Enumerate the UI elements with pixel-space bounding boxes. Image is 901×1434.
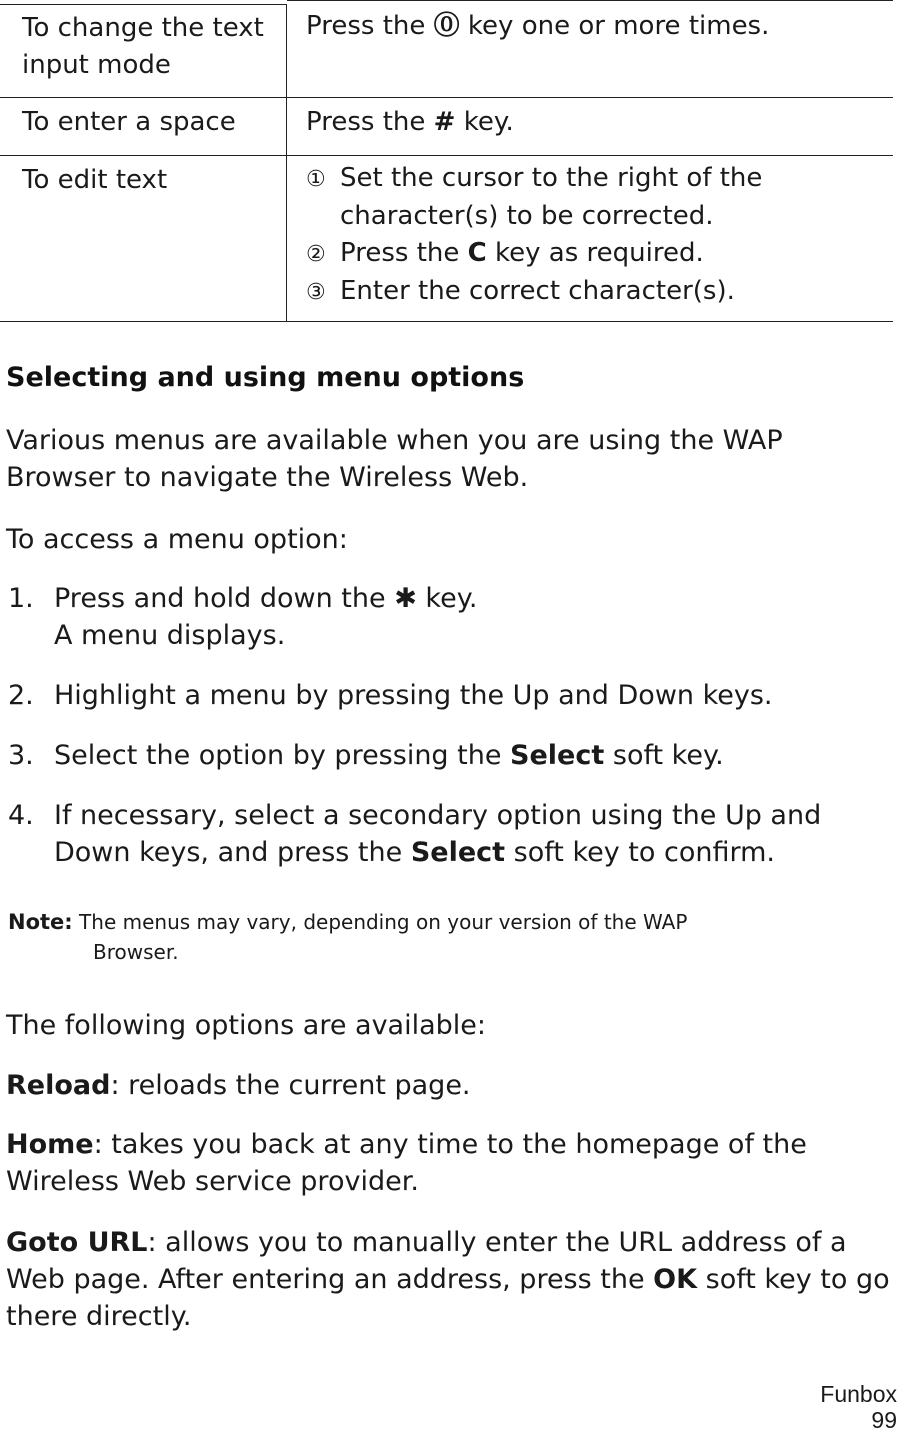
footer-section: Funbox [820, 1381, 897, 1407]
table-row-divider [0, 155, 893, 156]
star-key-icon: ✱ [394, 583, 417, 614]
table-row-divider [0, 97, 893, 98]
zero-key-icon: ⓪ [433, 11, 460, 41]
table-column-divider [286, 5, 287, 322]
option-home: Home: takes you back at any time to the homepage of the Wireless Web service provider. [6, 1129, 807, 1197]
page-number: 99 [871, 1407, 897, 1433]
option-reload: Reload: reloads the current page. [6, 1070, 471, 1101]
note-label: Note: [8, 910, 73, 934]
access-intro: To access a menu option: [6, 524, 348, 555]
edit-step: ② Press the C key as required. [306, 238, 704, 268]
table-top-border-right [287, 0, 893, 1]
table-top-border [0, 4, 287, 5]
note: Note: The menus may vary, depending on your version of the WAP Browser. [8, 910, 688, 964]
edit-step: ③ Enter the correct character(s). [306, 276, 735, 306]
table-bottom-border [0, 321, 893, 322]
table-row-instruction: Press the # key. [306, 104, 896, 141]
edit-step: ① Set the cursor to the right of the [306, 163, 763, 193]
options-intro: The following options are available: [6, 1010, 487, 1041]
section-heading: Selecting and using menu options [6, 362, 525, 393]
table-row-instruction: Press the ⓪ key one or more times. [306, 8, 896, 45]
option-goto-url: Goto URL: allows you to manually enter the URL address of a Web page. After entering an address, press the OK soft key to go there directly. [6, 1227, 890, 1332]
hash-key-icon: # [433, 107, 456, 137]
table-row-action: To change the text input mode [22, 13, 264, 80]
table-row-action: To enter a space [22, 107, 236, 137]
section-intro: Various menus are available when you are using the WAP Browser to navigate the Wireless Web. [6, 425, 783, 493]
manual-page: To change the text input mode Press the ⓪ key one or more times. To enter a space Press the # key. To edit text ① Set the cursor to the right of the character(s) to be corrected. ② Press the C key as required. ③ Enter the correct character(s). Selecting and using menu options Various menus are available when you are using the WAP Browser to navigate the Wireless Web. To access a menu option: 1. Press and hold down the ✱ key. A menu displays. 2. Highlight a menu by pressing the Up and Down keys. 3. Select the option by pressing the Select soft key. 4. If necessary, select a secondary option using the Up and Down keys, and press the Select soft key to confirm. Note: The menus may vary, depending on your version of the WAP Browser. The following options are available: Reload: reloads the current page. Home: takes you back at any time to the homepage of the Wireless Web service provider. Goto URL: allows you to manually enter the URL address of a Web page. After entering an address, press the OK soft key to go there directly. Funbox 99 [0, 0, 901, 1434]
table-row-instruction: ① Set the cursor to the right of the character(s) to be corrected. ② Press the C key as required. ③ Enter the correct character(s). [306, 160, 896, 311]
table-row-action: To edit text [22, 165, 168, 195]
